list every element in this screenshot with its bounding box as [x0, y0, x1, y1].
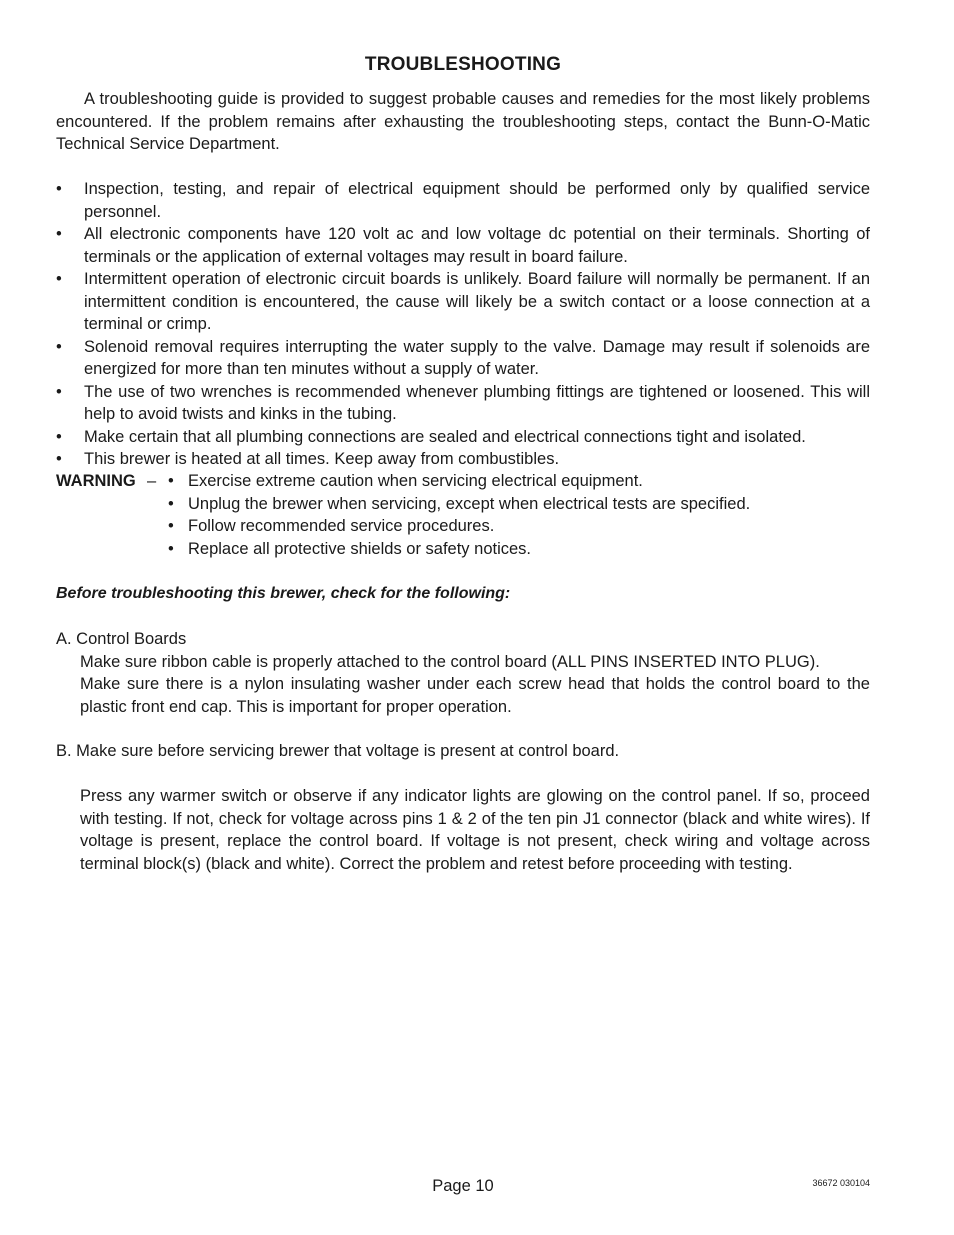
list-item-text: Follow recommended service procedures. — [188, 517, 495, 535]
page-title: TROUBLESHOOTING — [364, 54, 562, 75]
bullet-icon: • — [56, 337, 62, 356]
list-item-text: Exercise extreme caution when servicing electrical equipment. — [188, 472, 643, 490]
precautions-list — [56, 178, 870, 471]
list-item — [168, 493, 868, 516]
list-item — [56, 268, 870, 336]
list-item-text: Inspection, testing, and repair of electrical equipment should be performed only by qualified service personnel. — [84, 180, 870, 221]
list-item — [168, 515, 868, 538]
list-item-text: Unplug the brewer when servicing, except when electrical tests are specified. — [188, 494, 751, 513]
list-item — [56, 381, 870, 426]
warning-dash: – — [147, 472, 157, 490]
warning-list — [168, 470, 868, 560]
list-item-text: This brewer is heated at all times. Keep away from combustibles. — [84, 450, 560, 468]
bullet-icon: • — [168, 472, 174, 490]
list-item — [56, 178, 870, 223]
warning-label: WARNING — [56, 472, 136, 490]
page-number: Page 10 — [432, 1177, 494, 1195]
section-b-detail: Press any warmer switch or observe if any indicator lights are glowing on the control panel. If so, proceed with testing. If not, check for voltage across pins 1 & 2 of the ten pin J1 connector (black and white wires). If voltage is present, replace the control board. If voltage is not present, check wiring and voltage across terminal block(s) (black and white). Correct the problem and retest before proceeding with testing. — [80, 787, 870, 873]
section-a-label: A. Control Boards — [56, 630, 187, 648]
list-item — [56, 448, 870, 471]
bullet-icon: • — [56, 180, 62, 198]
document-page — [56, 0, 870, 1235]
document-code: 36672 030104 — [812, 1178, 870, 1188]
list-item — [56, 336, 870, 381]
check-heading: Before troubleshooting this brewer, check for the following: — [56, 585, 511, 602]
list-item — [168, 538, 868, 561]
list-item — [56, 426, 870, 449]
bullet-icon: • — [56, 427, 62, 446]
bullet-icon: • — [56, 225, 62, 243]
list-item-text: Solenoid removal requires interrupting the water supply to the valve. Damage may result if solenoids are energized for more than ten minutes without a supply of water. — [84, 337, 870, 378]
list-item-text: All electronic components have 120 volt ac and low voltage dc potential on their terminals. Shorting of terminals or the application of external voltages may result in board failure. — [84, 225, 870, 266]
list-item — [56, 223, 870, 268]
intro-paragraph: A troubleshooting guide is provided to suggest probable causes and remedies for the most likely problems encountered. If the problem remains after exhausting the troubleshooting steps, contact the Bunn-O-Matic Technical Service Department. — [56, 90, 870, 153]
bullet-icon: • — [168, 539, 174, 558]
section-a-line: Make sure ribbon cable is properly attached to the control board (ALL PINS INSERTED INTO PLUG). — [80, 652, 820, 671]
bullet-icon: • — [56, 450, 62, 468]
section-a-line: Make sure there is a nylon insulating washer under each screw head that holds the control board to the plastic front end cap. This is important for proper operation. — [80, 675, 870, 716]
list-item-text: Make certain that all plumbing connections are sealed and electrical connections tight and isolated. — [84, 427, 806, 446]
list-item-text: The use of two wrenches is recommended whenever plumbing fittings are tightened or loosened. This will help to avoid twists and kinks in the tubing. — [84, 382, 870, 423]
bullet-icon: • — [56, 270, 62, 288]
section-b-label: B. Make sure before servicing brewer that voltage is present at control board. — [56, 742, 620, 760]
list-item-text: Replace all protective shields or safety notices. — [188, 539, 532, 558]
bullet-icon: • — [168, 517, 174, 535]
bullet-icon: • — [168, 494, 174, 513]
bullet-icon: • — [56, 382, 62, 401]
list-item — [168, 470, 868, 493]
list-item-text: Intermittent operation of electronic circuit boards is unlikely. Board failure will normally be permanent. If an intermittent condition is encountered, the cause will likely be a switch contact or a loose connection at a terminal or crimp. — [84, 270, 870, 333]
section-control-boards — [56, 628, 870, 718]
